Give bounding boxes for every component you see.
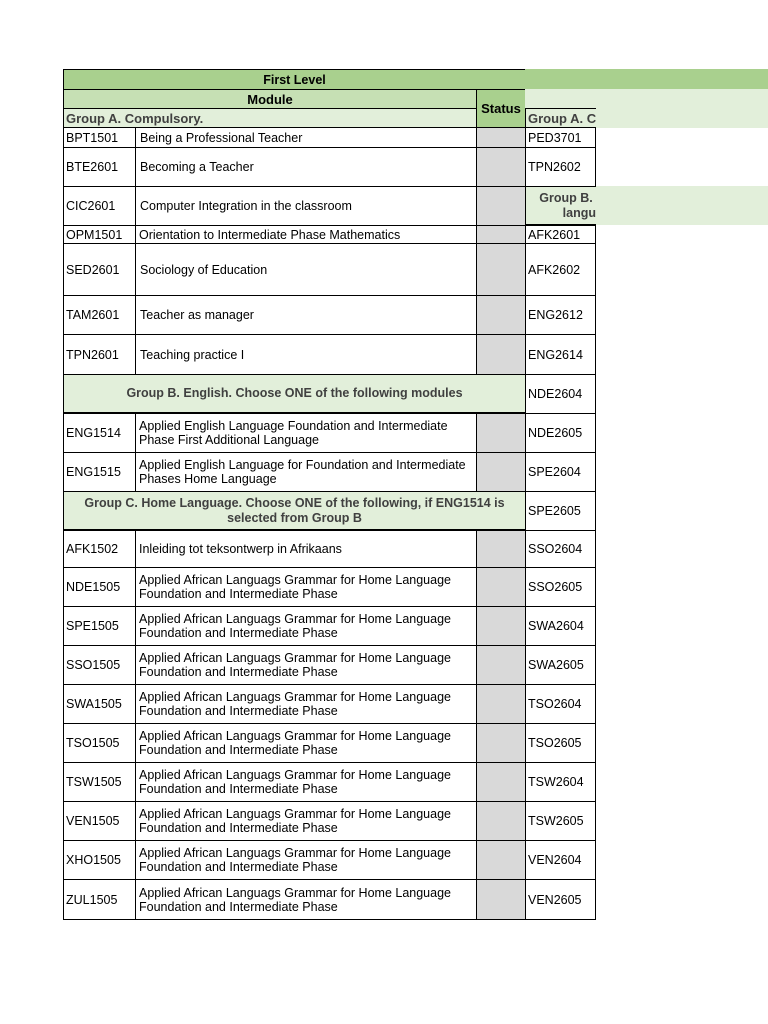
status-cell[interactable] — [476, 801, 526, 841]
module-code: VEN2604 — [525, 840, 596, 880]
module-code: BTE2601 — [63, 147, 136, 187]
module-code: SED2601 — [63, 243, 136, 296]
second-level-module-band — [525, 89, 768, 109]
status-cell[interactable] — [476, 186, 526, 226]
module-name: Applied African Languags Grammar for Home Language Foundation and Intermediate Phase — [135, 723, 477, 763]
module-name: Inleiding tot teksontwerp in Afrikaans — [135, 530, 477, 568]
module-code: SPE2605 — [525, 491, 596, 531]
module-code: AFK2601 — [525, 225, 596, 244]
module-code: SPE2604 — [525, 452, 596, 492]
status-cell[interactable] — [476, 530, 526, 568]
right-group-b-line-2: langu — [562, 205, 596, 220]
status-cell[interactable] — [476, 334, 526, 375]
module-code: ENG2614 — [525, 334, 596, 375]
module-code: TSW2605 — [525, 801, 596, 841]
module-code: SSO2605 — [525, 567, 596, 607]
module-name: Being a Professional Teacher — [135, 127, 477, 148]
module-name: Orientation to Intermediate Phase Mathematics — [135, 225, 477, 244]
module-code: TSO1505 — [63, 723, 136, 763]
status-cell[interactable] — [476, 879, 526, 920]
module-code: ENG1515 — [63, 452, 136, 492]
status-cell[interactable] — [476, 606, 526, 646]
module-name: Sociology of Education — [135, 243, 477, 296]
module-code: SWA2604 — [525, 606, 596, 646]
module-code: TPN2602 — [525, 147, 596, 187]
module-code: AFK2602 — [525, 243, 596, 296]
second-level-title-band — [525, 69, 768, 90]
module-name: Applied African Languags Grammar for Home Language Foundation and Intermediate Phase — [135, 840, 477, 880]
module-code: XHO1505 — [63, 840, 136, 880]
module-name: Teacher as manager — [135, 295, 477, 335]
group-c-header: Group C. Home Language. Choose ONE of the following, if ENG1514 is selected from Group B — [63, 491, 526, 530]
module-code: SSO1505 — [63, 645, 136, 685]
status-cell[interactable] — [476, 413, 526, 453]
module-code: TSW1505 — [63, 762, 136, 802]
module-code: VEN1505 — [63, 801, 136, 841]
module-name: Teaching practice I — [135, 334, 477, 375]
status-cell[interactable] — [476, 452, 526, 492]
module-code: TPN2601 — [63, 334, 136, 375]
module-name: Applied African Languags Grammar for Home Language Foundation and Intermediate Phase — [135, 567, 477, 607]
status-cell[interactable] — [476, 243, 526, 296]
status-cell[interactable] — [476, 295, 526, 335]
status-cell[interactable] — [476, 567, 526, 607]
module-name: Computer Integration in the classroom — [135, 186, 477, 226]
module-code: SSO2604 — [525, 530, 596, 568]
module-code: SWA1505 — [63, 684, 136, 724]
module-code: NDE2604 — [525, 374, 596, 414]
status-cell[interactable] — [476, 840, 526, 880]
status-cell[interactable] — [476, 762, 526, 802]
status-cell[interactable] — [476, 127, 526, 148]
module-code: NDE1505 — [63, 567, 136, 607]
module-name: Applied English Language Foundation and Intermediate Phase First Additional Language — [135, 413, 477, 453]
module-code: SWA2605 — [525, 645, 596, 685]
second-level-group-a-band — [595, 108, 768, 128]
status-cell[interactable] — [476, 147, 526, 187]
module-code: ENG2612 — [525, 295, 596, 335]
module-code: CIC2601 — [63, 186, 136, 226]
second-level-group-b-band — [595, 186, 768, 225]
module-code: TSO2604 — [525, 684, 596, 724]
module-code: ENG1514 — [63, 413, 136, 453]
module-name: Applied African Languags Grammar for Home Language Foundation and Intermediate Phase — [135, 879, 477, 920]
module-code: TSW2604 — [525, 762, 596, 802]
right-group-a-header: Group A. C — [525, 108, 596, 128]
module-name: Becoming a Teacher — [135, 147, 477, 187]
first-level-title: First Level — [63, 69, 526, 90]
module-name: Applied African Languags Grammar for Home Language Foundation and Intermediate Phase — [135, 606, 477, 646]
module-code: ZUL1505 — [63, 879, 136, 920]
module-code: BPT1501 — [63, 127, 136, 148]
module-code: TAM2601 — [63, 295, 136, 335]
module-code: VEN2605 — [525, 879, 596, 920]
group-a-header: Group A. Compulsory. — [63, 108, 477, 128]
module-code: SPE1505 — [63, 606, 136, 646]
module-name: Applied African Languags Grammar for Home Language Foundation and Intermediate Phase — [135, 645, 477, 685]
module-code: NDE2605 — [525, 413, 596, 453]
status-cell[interactable] — [476, 225, 526, 244]
module-name: Applied African Languags Grammar for Home Language Foundation and Intermediate Phase — [135, 801, 477, 841]
module-code: AFK1502 — [63, 530, 136, 568]
right-group-b-header — [525, 186, 596, 225]
module-code: TSO2605 — [525, 723, 596, 763]
status-header: Status — [476, 89, 526, 128]
module-code: PED3701 — [525, 127, 596, 148]
module-name: Applied African Languags Grammar for Home Language Foundation and Intermediate Phase — [135, 684, 477, 724]
status-cell[interactable] — [476, 684, 526, 724]
module-name: Applied English Language for Foundation and Intermediate Phases Home Language — [135, 452, 477, 492]
module-code: OPM1501 — [63, 225, 136, 244]
module-header: Module — [63, 89, 477, 109]
right-group-b-line-1: Group B. — [539, 190, 593, 205]
group-b-header: Group B. English. Choose ONE of the following modules — [63, 374, 526, 413]
status-cell[interactable] — [476, 723, 526, 763]
status-cell[interactable] — [476, 645, 526, 685]
module-name: Applied African Languags Grammar for Home Language Foundation and Intermediate Phase — [135, 762, 477, 802]
